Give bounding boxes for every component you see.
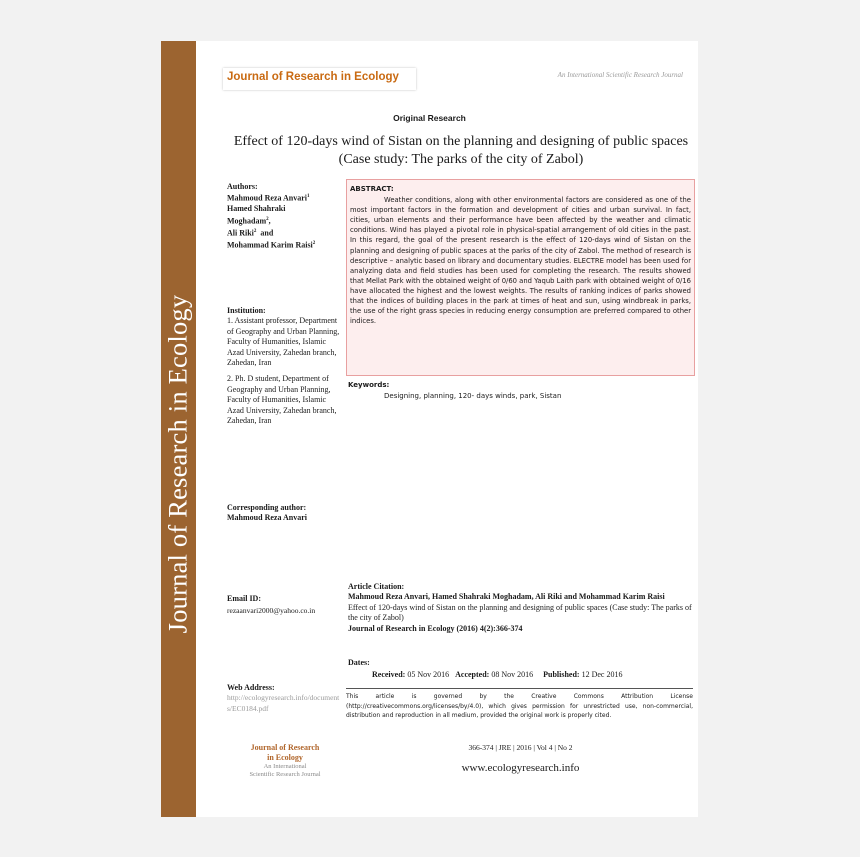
- citation-journal: Journal of Research in Ecology (2016) 4(2):366-374: [348, 623, 523, 633]
- footer-url[interactable]: www.ecologyresearch.info: [461, 762, 580, 774]
- dates-label: Dates:: [348, 658, 370, 667]
- email-label: Email ID:: [227, 594, 261, 603]
- author-4: Mohammad Karim Raisi$^2$: [227, 240, 316, 250]
- citation-title: Effect of 120-days wind of Sistan on the planning and designing of public spaces (Case study: The parks of the city of Zabol): [348, 602, 692, 623]
- citation-label: Article Citation:: [348, 582, 405, 591]
- journal-logo: [223, 68, 416, 90]
- corresponding-label: Corresponding author:: [227, 503, 307, 512]
- citation-block: [348, 582, 693, 634]
- journal-tagline: An International Scientific Research Journal: [557, 71, 683, 79]
- abstract-label: ABSTRACT:: [350, 185, 394, 193]
- footer-journal-logo: [227, 743, 343, 779]
- email-value[interactable]: rezaanvari2000@yahoo.co.in: [227, 606, 316, 616]
- footer-sub-line-1: An International: [263, 763, 307, 770]
- email-block: [227, 594, 343, 617]
- footer-logo-line-1: Journal of Research: [250, 743, 320, 752]
- abstract-box: [346, 179, 695, 376]
- keywords-label: Keywords:: [348, 381, 390, 389]
- abstract-text: Weather conditions, along with other environmental factors are considered as one of the most important factors in the formation and development of cities and urban survival. In fact, cities, urban elements and their performance have been affected by the weather and climatic conditions. Wind has played a pivotal role in physical-spatial arrangement of old cities in the past. In this regard, the goal of the present research is the effect of 120-days wind of Sistan on the planning and designing of public spaces at the parks of the city of Zabol. The method of research is descriptive – analytic based on library and documentary studies. ELECTRE model has been used for analyzing data and field studies has been used for completing the research. The results showed that Mellat Park with the obtained weight of 0/60 and Yaqub Laith park with obtained weight of 0/16 have allocated the highest and the lowest weights. The results of ranking indices of parks showed that the indices of building places in the park at times of heat and sun, using windbreak in parks, the use of the right grass species in reducing energy consumption are preferred compared to other indices.: [350, 196, 691, 326]
- institution-1: 1. Assistant professor, Department of Geography and Urban Planning, Faculty of Humanities, Islamic Azad University, Zahedan branch, Zahedan, Iran: [227, 316, 340, 368]
- footer-pages: 366-374 | JRE | 2016 | Vol 4 | No 2: [468, 743, 573, 752]
- article-title: Effect of 120-days wind of Sistan on the planning and designing of public spaces (Case study: The parks of the city of Zabol): [233, 134, 689, 167]
- journal-spine-band: [161, 41, 196, 817]
- author-2: Hamed Shahraki Moghadam$^2$,: [227, 204, 286, 226]
- citation-authors: Mahmoud Reza Anvari, Hamed Shahraki Moghadam, Ali Riki and Mohammad Karim Raisi: [348, 592, 665, 602]
- corresponding-block: [227, 503, 343, 524]
- spine-title: Journal of Research in Ecology: [162, 294, 193, 634]
- institution-block: [227, 306, 343, 426]
- footer-logo-line-2: in Ecology: [267, 753, 303, 762]
- authors-label: Authors:: [227, 182, 258, 191]
- corresponding-name: Mahmoud Reza Anvari: [227, 513, 307, 523]
- authors-block: [227, 182, 343, 251]
- journal-page: [161, 41, 698, 817]
- institution-2: 2. Ph. D student, Department of Geography and Urban Planning, Faculty of Humanities, Islamic Azad University, Zahedan branch, Zahedan, Iran: [227, 374, 337, 426]
- article-type: Original Research: [393, 113, 466, 123]
- journal-logo-text: Journal of Research in Ecology: [227, 71, 399, 83]
- author-1: Mahmoud Reza Anvari$^1$: [227, 194, 310, 204]
- footer-sub-line-2: Scientific Research Journal: [249, 771, 321, 778]
- web-label: Web Address:: [227, 683, 275, 692]
- keywords-value: Designing, planning, 120- days winds, park, Sistan: [384, 392, 562, 400]
- web-value[interactable]: http://ecologyresearch.info/documents/EC0184.pdf: [227, 693, 340, 713]
- web-address-block: [227, 683, 343, 714]
- dates-line: Received: 05 Nov 2016 Accepted: 08 Nov 2016 Published: 12 Dec 2016: [372, 670, 623, 679]
- institution-label: Institution:: [227, 306, 266, 315]
- license-notice: This article is governed by the Creative Commons Attribution License (http://creativecommons.org/licenses/by/4.0), which gives permission for unrestricted use, non-commercial, distribution and reproduction in all medium, provided the original work is properly cited.: [346, 688, 693, 721]
- author-3: Ali Riki$^2$ and: [227, 228, 274, 238]
